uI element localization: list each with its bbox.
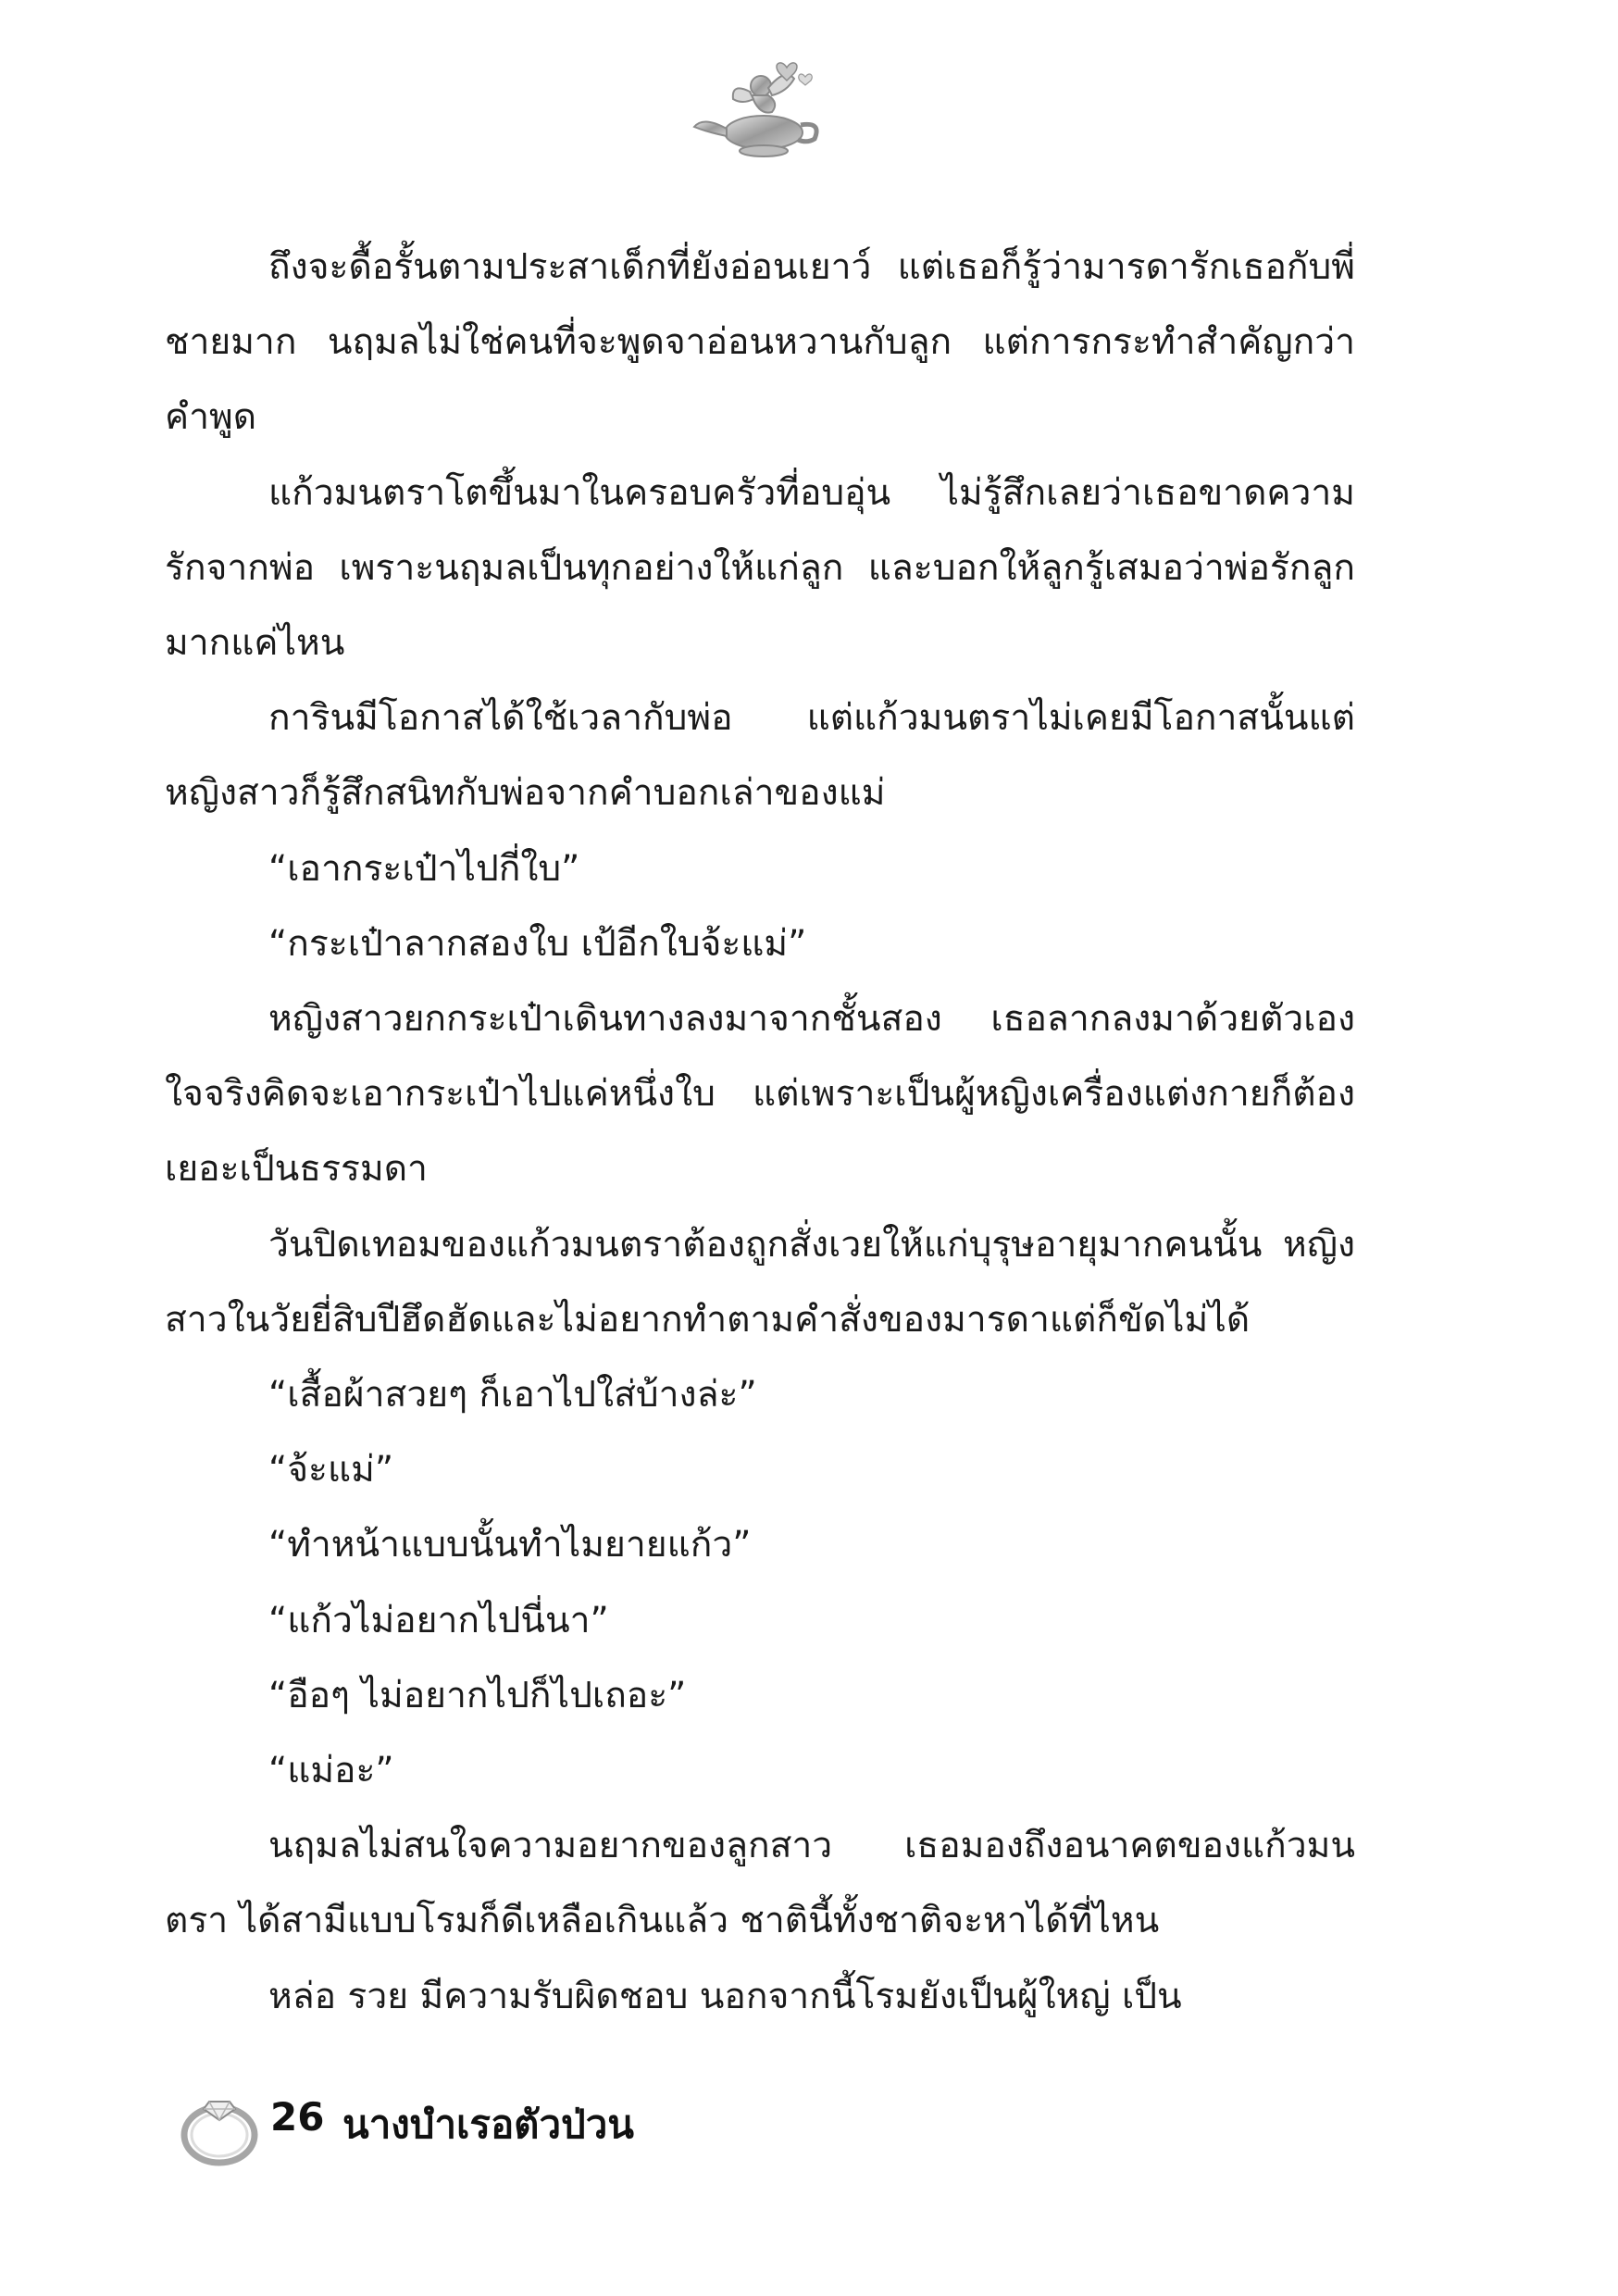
dialog-line: “แม่อะ”: [268, 1750, 394, 1792]
paragraph: แก้วมนตราโตขึ้นมาในครอบครัวที่อบอุ่น ไม่รู้สึกเลยว่าเธอขาดความรักจากพ่อ เพราะนฤมลเป็นทุกอย่างให้แก่ลูก และบอกให้ลูกรู้เสมอว่าพ่อรักลูกมากแค่ไหน: [165, 471, 1355, 665]
dialog-line: “จ้ะแม่”: [268, 1449, 394, 1491]
paragraph: วันปิดเทอมของแก้วมนตราต้องถูกสั่งเวยให้แก่บุรุษอายุมากคนนั้น หญิงสาวในวัยยี่สิบปีฮึดฮัดและไม่อยากทำตามคำสั่งของมารดาแต่ก็ขัดไม่ได้: [165, 1223, 1355, 1341]
diamond-ring-icon: [176, 2074, 264, 2171]
paragraph: การินมีโอกาสได้ใช้เวลากับพ่อ แต่แก้วมนตราไม่เคยมีโอกาสนั้นแต่หญิงสาวก็รู้สึกสนิทกับพ่อจากคำบอกเล่าของแม่: [165, 697, 1355, 815]
dialog-line: “เอากระเป๋าไปกี่ใบ”: [268, 847, 580, 890]
paragraph: หญิงสาวยกกระเป๋าเดินทางลงมาจากชั้นสอง เธอลากลงมาด้วยตัวเอง ใจจริงคิดจะเอากระเป๋าไปแค่หนึ่งใบ แต่เพราะเป็นผู้หญิงเครื่องแต่งกายก็ต้องเยอะเป็นธรรมดา: [165, 998, 1355, 1191]
body-text: [165, 230, 1355, 2034]
dialog-line: “แก้วไม่อยากไปนี่นา”: [268, 1599, 609, 1641]
page-number: 26: [270, 2094, 325, 2140]
dialog-line: “อือๆ ไม่อยากไปก็ไปเถอะ”: [268, 1674, 687, 1716]
dialog-line: “ทำหน้าแบบนั้นทำไมยายแก้ว”: [268, 1524, 752, 1566]
book-title: นางบำเรอตัวป่วน: [342, 2102, 634, 2147]
dialog-line: “เสื้อผ้าสวยๆ ก็เอาไปใส่บ้างล่ะ”: [268, 1374, 757, 1416]
paragraph: ถึงจะดื้อรั้นตามประสาเด็กที่ยังอ่อนเยาว์ แต่เธอก็รู้ว่ามารดารักเธอกับพี่ชายมาก นฤมลไม่ใช่คนที่จะพูดจาอ่อนหวานกับลูก แต่การกระทำสำคัญกว่าคำพูด: [165, 246, 1355, 439]
paragraph: หล่อ รวย มีความรับผิดชอบ นอกจากนี้โรมยังเป็นผู้ใหญ่ เป็น: [268, 1975, 1182, 2017]
paragraph: นฤมลไม่สนใจความอยากของลูกสาว เธอมองถึงอนาคตของแก้วมนตรา ได้สามีแบบโรมก็ดีเหลือเกินแล้ว ชาตินี้ทั้งชาติจะหาได้ที่ไหน: [165, 1825, 1355, 1942]
dialog-line: “กระเป๋าลากสองใบ เป้อีกใบจ้ะแม่”: [268, 922, 807, 965]
page-footer: [176, 2074, 1009, 2176]
teapot-cupid-ornament-icon: [676, 51, 833, 162]
